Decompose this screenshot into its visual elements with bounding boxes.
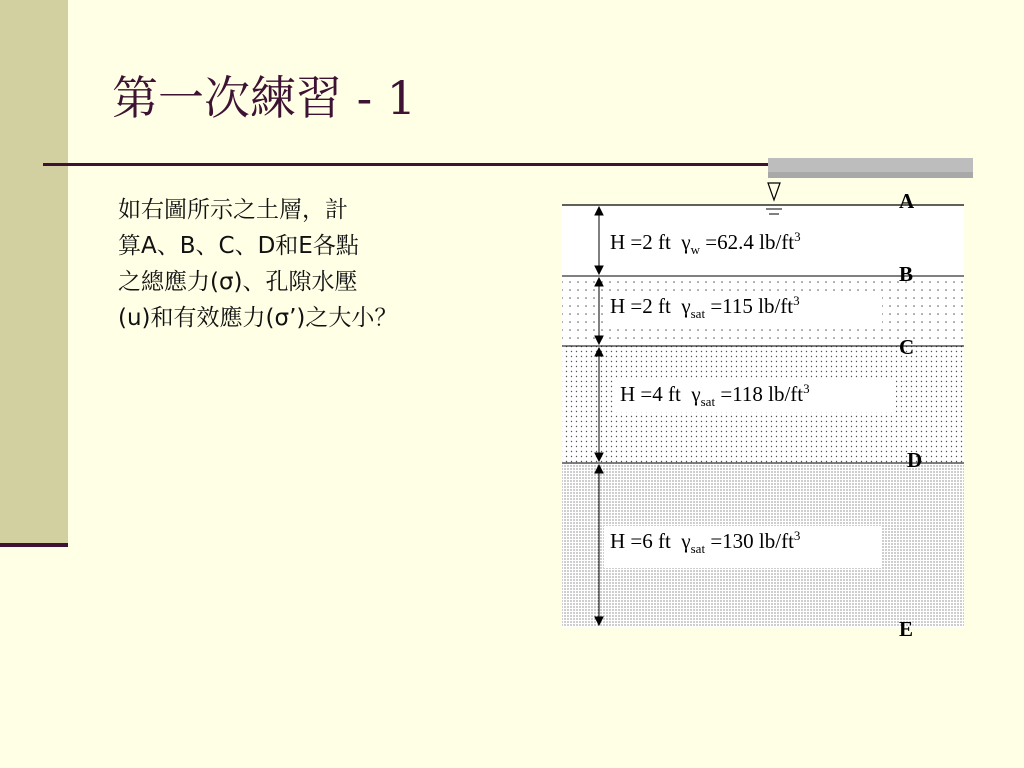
point-label-a: A [899,189,915,213]
unit-weight-value: =118 lb/ft [715,382,804,406]
unit-weight-value: =62.4 lb/ft [700,230,795,254]
unit-weight-value: =115 lb/ft [705,294,794,318]
point-label-d: D [907,448,923,472]
gamma-symbol: γ [691,382,701,406]
unit-exponent: 3 [793,293,800,308]
water-table-icon [766,183,782,214]
gamma-symbol: γ [681,230,691,254]
unit-exponent: 3 [803,381,810,396]
point-label-c: C [899,335,915,359]
slide-title: 第一次練習 - 1 [112,71,417,125]
question-line: 算A、B、C、D和E各點 [118,233,359,259]
unit-weight-value: =130 lb/ft [705,529,794,553]
layer-height: H =2 ft [610,230,671,254]
gamma-subscript: w [690,242,701,258]
gamma-subscript: sat [690,541,706,557]
point-label-e: E [899,617,914,641]
layer-label-water [604,227,882,260]
layer-height: H =4 ft [620,382,681,406]
question-line: 如右圖所示之土層，計 [118,197,348,223]
gamma-subscript: sat [700,394,716,410]
layer-label-2 [614,379,896,412]
gamma-symbol: γ [681,294,691,318]
unit-exponent: 3 [793,528,801,543]
question-line: (u)和有效應力(σ’)之大小？ [118,305,398,331]
layer-label-1 [604,291,882,324]
layer-height: H =6 ft [610,529,671,553]
gamma-subscript: sat [690,306,706,322]
layer-label-3 [604,526,882,568]
question-line: 之總應力(σ)、孔隙水壓 [118,269,358,295]
gamma-symbol: γ [681,529,691,553]
point-label-b: B [899,262,914,286]
layer-height: H =2 ft [610,294,671,318]
unit-exponent: 3 [794,229,801,244]
